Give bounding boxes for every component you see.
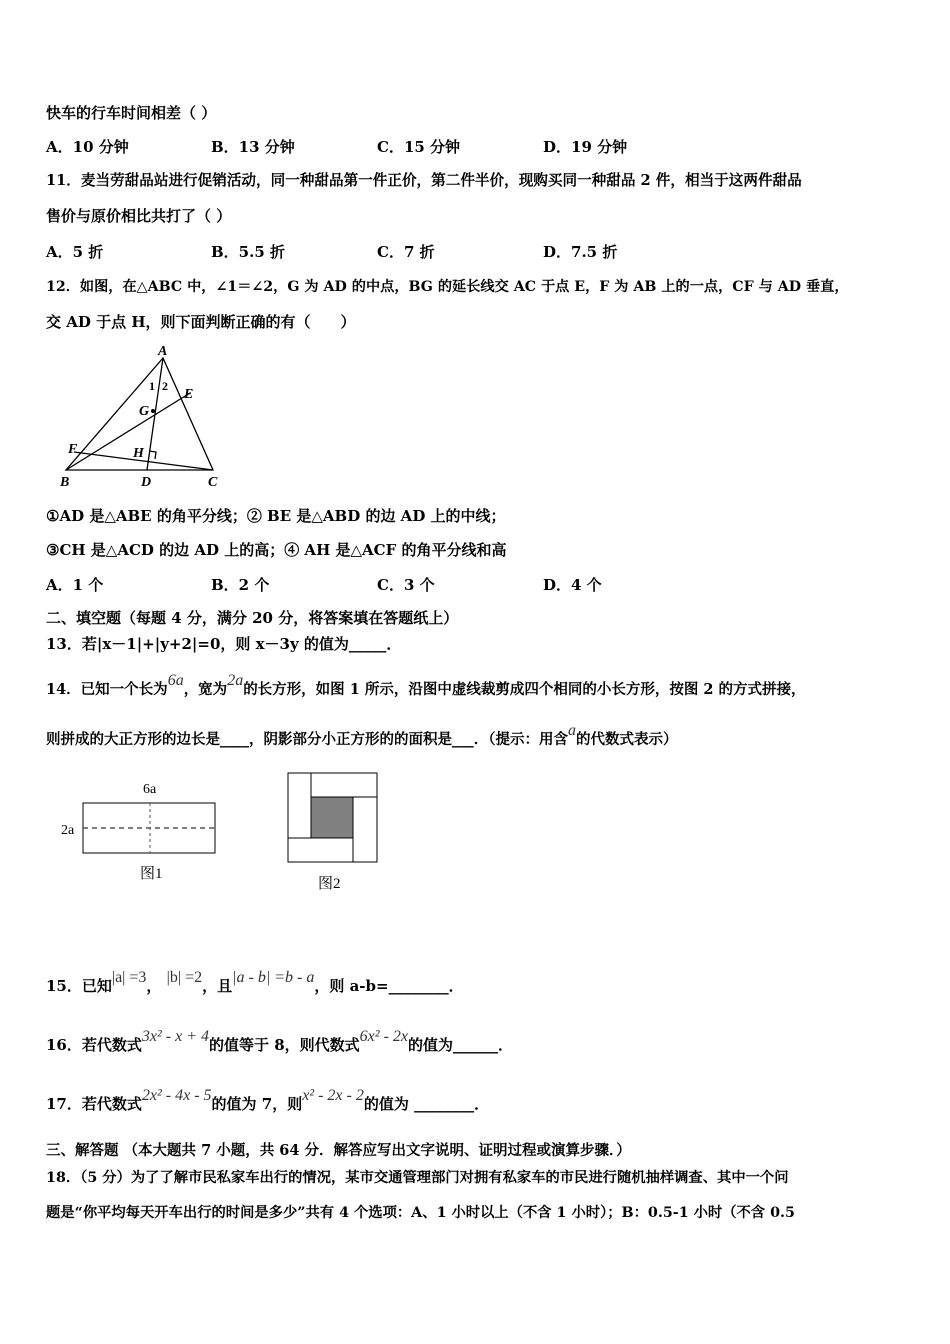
q12-option-d: D．4 个 [543, 576, 602, 594]
text: 的长方形，如图 1 所示，沿图中虚线裁剪成四个相同的小长方形，按图 2 的方式拼接， [243, 681, 806, 698]
q10-option-d: D．19 分钟 [543, 138, 628, 156]
text: ，宽为 [183, 681, 228, 698]
section-2-heading: 二、填空题（每题 4 分，满分 20 分，将答案填在答题纸上） [46, 609, 459, 627]
formula: |a - b| =b - a [232, 969, 315, 986]
q12-line1: 12．如图，在△ABC 中，∠1＝∠2，G 为 AD 的中点，BG 的延长线交 AC 于点 E，F 为 AB 上的一点，CF 与 AD 垂直， [46, 279, 849, 295]
q15 [46, 969, 464, 997]
fig1-width-label: 2a [61, 823, 75, 838]
figure-2 [280, 765, 390, 895]
fig1-length-label: 6a [143, 782, 157, 797]
text: 16．若代数式 [46, 1036, 142, 1054]
formula: 3x² - x + 4 [141, 1028, 209, 1045]
q13: 13．若|x－1|+|y+2|=0，则 x－3y 的值为_____． [46, 635, 402, 653]
text: 的代数式表示） [576, 731, 678, 748]
formula: 2a [227, 672, 244, 689]
text: 则拼成的大正方形的边长是____，阴影部分小正方形的的面积是___．（提示：用含 [46, 731, 568, 748]
text: ， [146, 977, 162, 995]
text: ，且 [202, 977, 233, 995]
formula: x² - 2x - 2 [302, 1087, 364, 1104]
label-h: H [133, 446, 144, 461]
q10-stem: 快车的行车时间相差（ ） [46, 104, 217, 122]
text: 17．若代数式 [46, 1095, 142, 1113]
formula: 6a [167, 672, 184, 689]
q18-line1: 18．（5 分）为了了解市民私家车出行的情况，某市交通管理部门对拥有私家车的市民进行随机抽样调查、其中一个问 [46, 1170, 789, 1186]
text: 14．已知一个长为 [46, 681, 168, 698]
text: 的值等于 8，则代数式 [209, 1036, 360, 1054]
text: 的值为 ________． [363, 1095, 490, 1113]
q12-statement-2: ③CH 是△ACD 的边 AD 上的高；④ AH 是△ACF 的角平分线和高 [46, 541, 507, 559]
fig1-caption: 图1 [140, 866, 163, 882]
label-d: D [141, 475, 152, 490]
label-g: G [139, 404, 150, 419]
q12-option-c: C．3 个 [377, 576, 435, 594]
q14-line1 [46, 672, 806, 700]
q12-statement-1: ①AD 是△ABE 的角平分线；② BE 是△ABD 的边 AD 上的中线； [46, 507, 506, 525]
label-angle-1: 1 [149, 379, 155, 393]
label-f: F [68, 442, 78, 457]
label-c: C [208, 475, 218, 490]
text: 的值为______． [408, 1036, 514, 1054]
q11-option-d: D．7.5 折 [543, 243, 618, 261]
q12-option-a: A．1 个 [46, 576, 104, 594]
q10-option-c: C．15 分钟 [377, 138, 461, 156]
formula: a [568, 722, 576, 739]
q16 [46, 1028, 514, 1056]
text: 的值为 7，则 [211, 1095, 303, 1113]
formula: |a| =3 [111, 969, 147, 986]
q12-option-b: B．2 个 [211, 576, 270, 594]
label-b: B [60, 475, 70, 490]
q18-line2: 题是“你平均每天开车出行的时间是多少”共有 4 个选项：A、1 小时以上（不含 1 小时）；B：0.5-1 小时（不含 0.5 [46, 1205, 795, 1221]
q17 [46, 1087, 490, 1115]
q11-line1: 11．麦当劳甜品站进行促销活动，同一种甜品第一件正价，第二件半价，现购买同一种甜品 2 件，相当于这两件甜品 [46, 172, 802, 189]
q11-option-c: C．7 折 [377, 243, 435, 261]
formula: 6x² - 2x [359, 1028, 408, 1045]
text: ，则 a-b=________． [314, 977, 464, 995]
q12-line2: 交 AD 于点 H，则下面判断正确的有（ ） [46, 313, 356, 331]
fig2-caption: 图2 [318, 876, 341, 892]
q11-option-a: A．5 折 [46, 243, 104, 261]
q10-option-a: A．10 分钟 [46, 138, 129, 156]
label-angle-2: 2 [162, 379, 168, 393]
q11-option-b: B．5.5 折 [211, 243, 285, 261]
formula: 2x² - 4x - 5 [141, 1087, 212, 1104]
section-3-heading: 三、解答题 （本大题共 7 小题，共 64 分．解答应写出文字说明、证明过程或演算步骤．） [46, 1142, 631, 1159]
figure-1 [50, 770, 240, 890]
q14-line2 [46, 722, 678, 750]
label-a: A [158, 344, 168, 359]
q10-option-b: B．13 分钟 [211, 138, 295, 156]
label-e: E [184, 387, 194, 402]
formula: |b| =2 [166, 969, 203, 986]
triangle-figure [55, 340, 235, 490]
q11-line2: 售价与原价相比共打了（ ） [46, 207, 232, 225]
text: 15．已知 [46, 977, 112, 995]
